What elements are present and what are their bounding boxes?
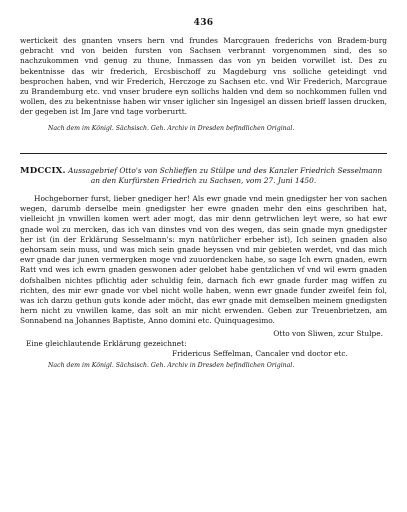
document-heading bbox=[20, 166, 387, 186]
identical-declaration-note: Eine gleichlautende Erklärung gezeichnet: bbox=[26, 338, 187, 348]
section-divider bbox=[20, 153, 387, 154]
intro-paragraph: wertickeit des gnanten vnsers hern vnd frundes Marcgrauen frederichs von Bradem-burg gebracht vnd von beiden fursten von Sachsen verbrannt vorgenommen sind, des so nachzukommen vnd genug zu thune, Inmassen das von yn beiden vorwillet ist. Des zu bekentnisse das wir frederich, Ercsbischoff zu Magdeburg vns solliche geteidingt vnd besprochen haben, vnd wir Frederich, Herczoge zu Sachsen etc. vnd Wir Frederich, Marcgraue zu Brandemburg etc. vnd vnser brudere eyn sollichs halden vnd dem so nochkommen fullen vnd wollen, des zu bekentnisse haben wir vnser iglicher sin Ingesigel an dissen brieff lassen drucken, der gegeben ist Im Jare vnd tage vorberurtt. bbox=[20, 36, 387, 117]
signature-otto: Otto von Sliwen, zcur Stulpe. bbox=[273, 328, 383, 338]
document-title-line1: Aussagebrief Otto's von Schlieffen zu Stülpe und des Kanzler Friedrich Sesselmann bbox=[68, 165, 383, 175]
document-number: MDCCIX. bbox=[20, 165, 66, 176]
document-source-note: Nach dem im Königl. Sächsisch. Geh. Archiv in Dresden befindlichen Original. bbox=[48, 362, 295, 370]
signature-sesselman: Fridericus Seffelman, Cancaler vnd doctor etc. bbox=[172, 349, 348, 359]
document-title-line2: an den Kurfürsten Friedrich zu Sachsen, vom 27. Juni 1450. bbox=[90, 175, 317, 185]
page-number: 436 bbox=[193, 18, 214, 28]
intro-source-note: Nach dem im Königl. Sächsisch. Geh. Archiv in Dresden befindlichen Original. bbox=[48, 124, 295, 132]
document-body: Hochgeborner furst, lieber gnediger her! Als ewr gnade vnd mein gnedigster her von sachen wegen, darumb derselbe mein gnedigster her ewre gnaden mehr den eins geschriben hat, vielleicht jn vnwillen komen wert ader mogt, das mir denn getrwlichen leyt were, so hat ewr gnade wol zu mercken, das ich van dinstes vnd von des wegen, das sein gnade myn gnedigster her ist (in der Erklärung Sesselmann's: myn natürlicher erbeher ist), Ich seinen gnaden also gehorsam sein muss, und was mich sein gnade heyssen vnd mir gebieten werdet, vnd das mich ewr gnade dar junen vermergken moge vnd zuuordencken habe, so sage Ich ewrn gnaden, ewrn Ratt vnd wes ich ewrn gnaden geswonen ader gelobet habe gentzlichen vf vnd wil ewrn gnaden dofshalben nichtes pflichtig ader schuldig fein, darnach fich ewr gnade furder mag wiffen zu richten, des mir ewr gnade vor vbel nicht wolle haben, wenn ewr gnade funder zweifel fein fol, was ich darzu gethun guts konde ader möcht, das ewr gnade mit demselben meinem gnedigsten hern nicht zu vnwillen kame, das solt an mir nicht erwenden. Geben zur Treuenbrietzen, am Sonnabend na Johannes Baptiste, Anno domini etc. Quinquagesimo. bbox=[20, 194, 387, 326]
